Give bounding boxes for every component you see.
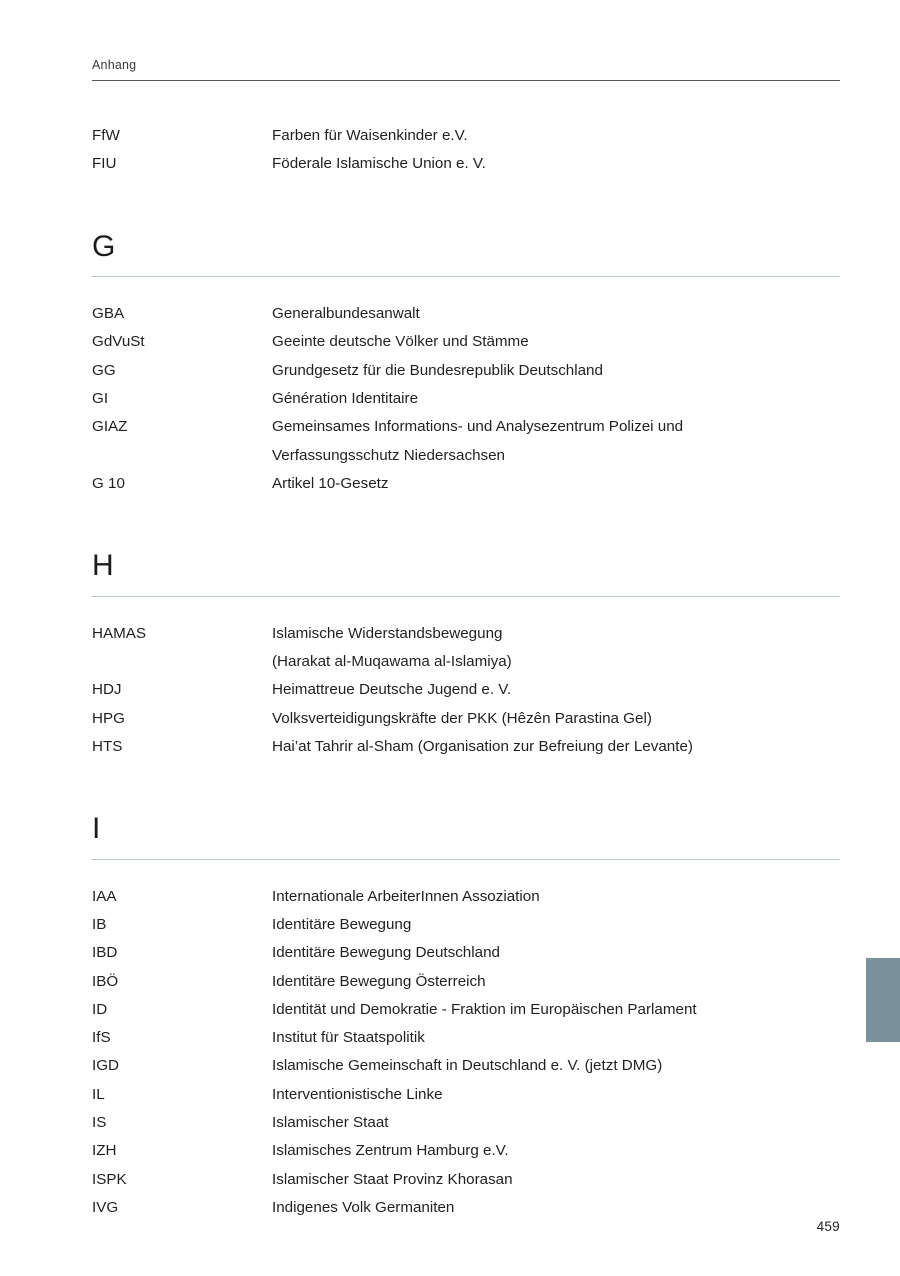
glossary-definition-line: Identität und Demokratie - Fraktion im Europäischen Parlament <box>272 1000 697 1018</box>
glossary-abbreviation: G 10 <box>92 474 125 492</box>
glossary-section-i <box>92 813 840 1222</box>
glossary-definition <box>272 705 840 733</box>
glossary-abbreviation: IVG <box>92 1198 119 1216</box>
glossary-definition <box>272 1137 840 1165</box>
glossary-definition <box>272 1194 840 1222</box>
glossary-definition-line: Interventionistische Linke <box>272 1085 443 1103</box>
glossary-abbreviation: IL <box>92 1085 105 1103</box>
glossary-entry <box>92 1052 840 1080</box>
glossary-entry <box>92 328 840 356</box>
glossary-definition <box>272 939 840 967</box>
heading-gap <box>92 582 840 596</box>
glossary-entry <box>92 300 840 328</box>
glossary-definition <box>272 996 840 1024</box>
glossary-entry <box>92 968 840 996</box>
glossary-definition <box>272 1109 840 1137</box>
glossary-entry <box>92 1166 840 1194</box>
glossary-definition-line: Institut für Staatspolitik <box>272 1029 425 1047</box>
section-entries <box>92 883 840 1223</box>
glossary-entry <box>92 150 840 178</box>
glossary-abbreviation: IS <box>92 1114 107 1132</box>
glossary-definition-line: Gemeinsames Informations- und Analysezentrum Polizei und <box>272 418 684 436</box>
glossary-definition-line: Identitäre Bewegung Österreich <box>272 972 486 990</box>
glossary-definition-line: Hai’at Tahrir al-Sham (Organisation zur Befreiung der Levante) <box>272 737 693 755</box>
page-number: 459 <box>816 1219 840 1234</box>
glossary-definition-line: Artikel 10-Gesetz <box>272 474 389 492</box>
after-rule-gap <box>92 277 840 300</box>
glossary-abbreviation: GdVuSt <box>92 333 145 351</box>
glossary-definition-line: Islamisches Zentrum Hamburg e.V. <box>272 1142 509 1160</box>
glossary-entry <box>92 357 840 385</box>
running-header <box>92 58 840 81</box>
glossary-definition-line: (Harakat al-Muqawama al-Islamiya) <box>272 652 512 670</box>
glossary-abbreviation: GBA <box>92 305 125 323</box>
glossary-abbreviation: ID <box>92 1000 108 1018</box>
glossary-definition-line: Islamischer Staat Provinz Khorasan <box>272 1170 513 1188</box>
glossary-definition <box>272 122 840 150</box>
glossary-definition <box>272 150 840 178</box>
glossary-content <box>92 122 840 1222</box>
glossary-definition-line: Islamischer Staat <box>272 1114 389 1132</box>
glossary-abbreviation: GG <box>92 361 116 379</box>
heading-gap <box>92 262 840 276</box>
section-letter: G <box>92 229 116 263</box>
section-letter: I <box>92 812 101 846</box>
glossary-definition <box>272 1052 840 1080</box>
glossary-abbreviation: IAA <box>92 887 117 905</box>
running-head-label: Anhang <box>92 58 137 72</box>
glossary-definition <box>272 883 840 911</box>
glossary-abbreviation: IBD <box>92 944 118 962</box>
thumb-index-tab <box>866 958 900 1042</box>
glossary-abbreviation: HPG <box>92 709 125 727</box>
glossary-definition <box>272 968 840 996</box>
glossary-definition-line: Geeinte deutsche Völker und Stämme <box>272 333 529 351</box>
glossary-definition <box>272 357 840 385</box>
glossary-abbreviation: IfS <box>92 1029 111 1047</box>
glossary-definition-line: Identitäre Bewegung Deutschland <box>272 944 500 962</box>
after-rule-gap <box>92 860 840 883</box>
glossary-entry <box>92 705 840 733</box>
glossary-entry <box>92 1109 840 1137</box>
continued-entries <box>92 122 840 179</box>
glossary-entry <box>92 385 840 413</box>
glossary-definition <box>272 385 840 413</box>
glossary-entry <box>92 676 840 704</box>
section-spacer <box>92 498 840 550</box>
glossary-section-h <box>92 550 840 761</box>
glossary-definition <box>272 1166 840 1194</box>
glossary-definition <box>272 1081 840 1109</box>
glossary-definition-line: Föderale Islamische Union e. V. <box>272 155 486 173</box>
glossary-definition-line: Islamische Widerstandsbewegung <box>272 624 503 642</box>
glossary-definition-line: Grundgesetz für die Bundesrepublik Deutschland <box>272 361 603 379</box>
header-divider <box>92 80 840 81</box>
glossary-definition <box>272 300 840 328</box>
glossary-entry <box>92 911 840 939</box>
glossary-abbreviation: FfW <box>92 127 120 144</box>
glossary-definition-line: Heimattreue Deutsche Jugend e. V. <box>272 681 512 699</box>
glossary-definition-line: Verfassungsschutz Niedersachsen <box>272 446 506 464</box>
glossary-abbreviation: IGD <box>92 1057 120 1075</box>
after-rule-gap <box>92 597 840 620</box>
glossary-definition <box>272 620 840 677</box>
glossary-definition <box>272 733 840 761</box>
section-letter: H <box>92 549 115 583</box>
glossary-definition <box>272 470 840 498</box>
glossary-section-g <box>92 231 840 499</box>
glossary-entry <box>92 1137 840 1165</box>
section-heading-wrap <box>92 231 840 301</box>
glossary-abbreviation: IBÖ <box>92 972 119 990</box>
section-entries <box>92 300 840 498</box>
glossary-abbreviation: IZH <box>92 1142 117 1160</box>
section-heading-wrap <box>92 550 840 620</box>
glossary-entry <box>92 1081 840 1109</box>
glossary-definition <box>272 328 840 356</box>
glossary-entry <box>92 939 840 967</box>
glossary-definition <box>272 413 840 470</box>
section-entries <box>92 620 840 761</box>
glossary-entry <box>92 122 840 150</box>
glossary-definition <box>272 911 840 939</box>
section-heading-wrap <box>92 813 840 883</box>
glossary-entry <box>92 996 840 1024</box>
glossary-abbreviation: FIU <box>92 155 117 173</box>
glossary-abbreviation: ISPK <box>92 1170 127 1188</box>
glossary-entry <box>92 883 840 911</box>
glossary-definition-line: Islamische Gemeinschaft in Deutschland e. V. (jetzt DMG) <box>272 1057 663 1075</box>
heading-gap <box>92 845 840 859</box>
glossary-definition-line: Farben für Waisenkinder e.V. <box>272 127 468 144</box>
glossary-entry <box>92 733 840 761</box>
glossary-abbreviation: HTS <box>92 737 123 755</box>
glossary-entry <box>92 1194 840 1222</box>
glossary-definition-line: Indigenes Volk Germaniten <box>272 1198 455 1216</box>
glossary-definition-line: Generalbundesanwalt <box>272 305 420 323</box>
glossary-definition-line: Génération Identitaire <box>272 389 419 407</box>
glossary-entry <box>92 620 840 677</box>
glossary-definition-line: Identitäre Bewegung <box>272 915 412 933</box>
glossary-abbreviation: GI <box>92 389 109 407</box>
glossary-entry <box>92 470 840 498</box>
glossary-abbreviation: GIAZ <box>92 418 128 436</box>
glossary-definition-line: Volksverteidigungskräfte der PKK (Hêzên Parastina Gel) <box>272 709 652 727</box>
glossary-entry <box>92 413 840 470</box>
glossary-definition-line: Internationale ArbeiterInnen Assoziation <box>272 887 540 905</box>
glossary-sections <box>92 179 840 1223</box>
glossary-abbreviation: IB <box>92 915 107 933</box>
glossary-definition <box>272 1024 840 1052</box>
glossary-entry <box>92 1024 840 1052</box>
glossary-abbreviation: HAMAS <box>92 624 147 642</box>
glossary-abbreviation: HDJ <box>92 681 122 699</box>
section-spacer <box>92 761 840 813</box>
glossary-definition <box>272 676 840 704</box>
section-spacer <box>92 179 840 231</box>
